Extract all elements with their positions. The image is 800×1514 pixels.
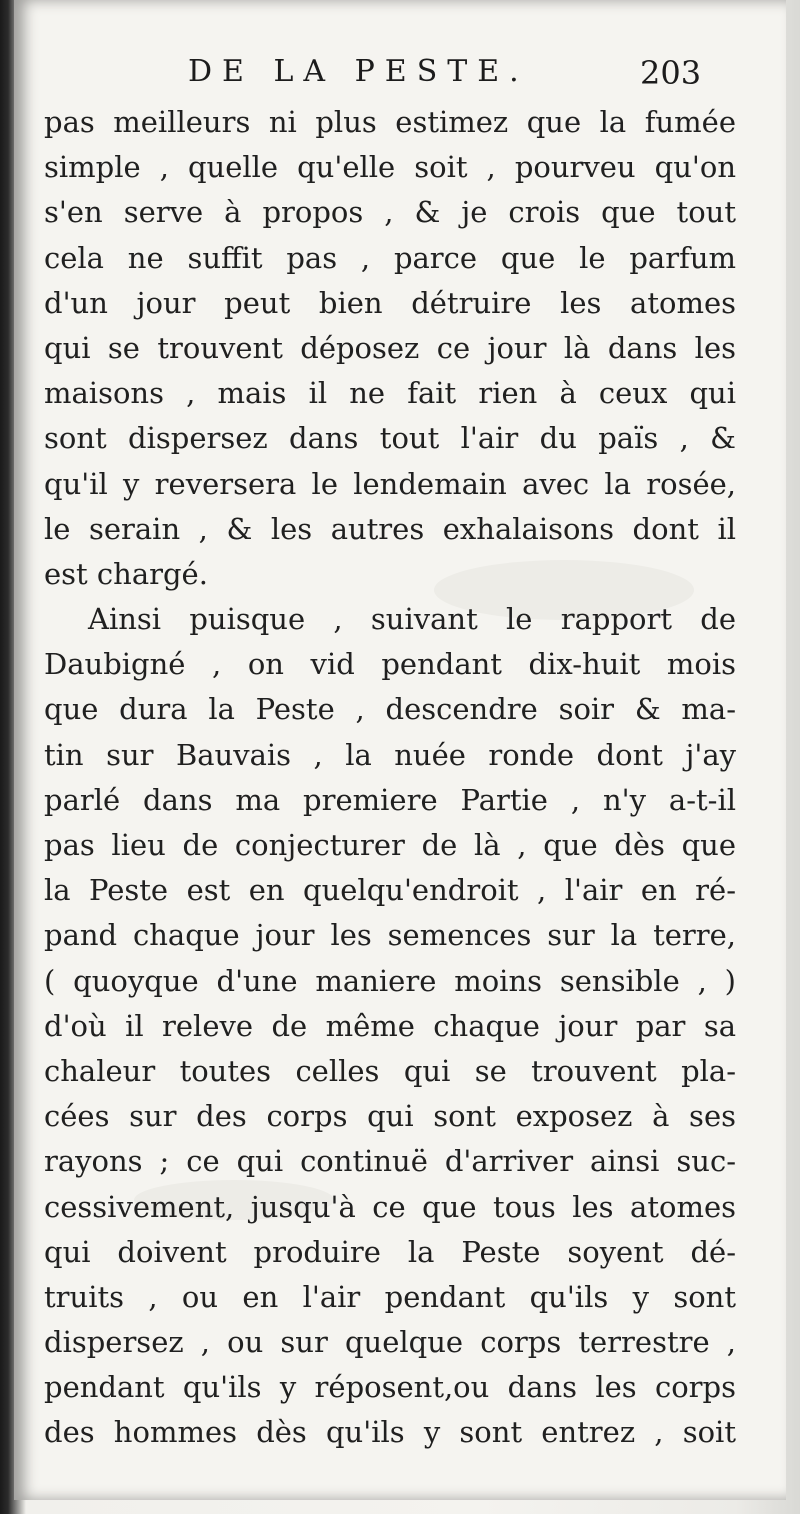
text-line: pas lieu de conjecturer de là , que dès que: [44, 828, 736, 862]
text-line: qui doivent produire la Peste soyent dé-: [44, 1234, 736, 1269]
text-line: pendant qu'ils y réposent,ou dans les corps: [44, 1370, 736, 1405]
text-line: maisons , mais il ne fait rien à ceux qui: [44, 376, 736, 411]
text-line: qu'il y reversera le lendemain avec la rosée,: [44, 466, 736, 501]
text-line: cées sur des corps qui sont exposez à ses: [44, 1099, 736, 1134]
running-head: [0, 48, 800, 98]
text-line: chaleur toutes celles qui se trouvent pla-: [44, 1053, 736, 1088]
text-line: cela ne suffit pas , parce que le parfum: [44, 240, 736, 275]
text-line: d'où il releve de même chaque jour par sa: [44, 1008, 736, 1043]
text-line: le serain , & les autres exhalaisons dont il: [44, 511, 736, 546]
text-line: ( quoyque d'une maniere moins sensible , ): [44, 963, 736, 998]
text-line: dispersez , ou sur quelque corps terrestre ,: [44, 1325, 736, 1360]
text-line: sont dispersez dans tout l'air du païs , &: [44, 421, 736, 456]
text-line: pas meilleurs ni plus estimez que la fumée: [44, 105, 736, 139]
text-line: qui se trouvent déposez ce jour là dans les: [44, 330, 736, 365]
text-line: s'en serve à propos , & je crois que tout: [44, 195, 736, 230]
paragraph-end-line: est chargé.: [44, 556, 208, 591]
page-number: 203: [640, 54, 702, 92]
text-line: parlé dans ma premiere Partie , n'y a-t-il: [44, 782, 736, 817]
text-line: pand chaque jour les semences sur la terre,: [44, 918, 736, 953]
text-line: des hommes dès qu'ils y sont entrez , soit: [44, 1415, 736, 1450]
text-line: simple , quelle qu'elle soit , pourveu qu'on: [44, 150, 736, 185]
text-line: cessivement, jusqu'à ce que tous les atomes: [44, 1189, 736, 1224]
text-line: la Peste est en quelqu'endroit , l'air en ré-: [44, 873, 736, 908]
running-head-title: DE LA PESTE.: [188, 54, 529, 89]
paragraph-start-line: Ainsi puisque , suivant le rapport de: [88, 602, 736, 637]
text-line: truits , ou en l'air pendant qu'ils y sont: [44, 1279, 736, 1314]
text-line: tin sur Bauvais , la nuée ronde dont j'ay: [44, 737, 736, 772]
text-line: rayons ; ce qui continuë d'arriver ainsi suc-: [44, 1144, 736, 1179]
text-line: que dura la Peste , descendre soir & ma-: [44, 692, 736, 727]
text-line: Daubigné , on vid pendant dix-huit mois: [44, 647, 736, 682]
text-line: d'un jour peut bien détruire les atomes: [44, 285, 736, 320]
body-text: [44, 100, 736, 1456]
